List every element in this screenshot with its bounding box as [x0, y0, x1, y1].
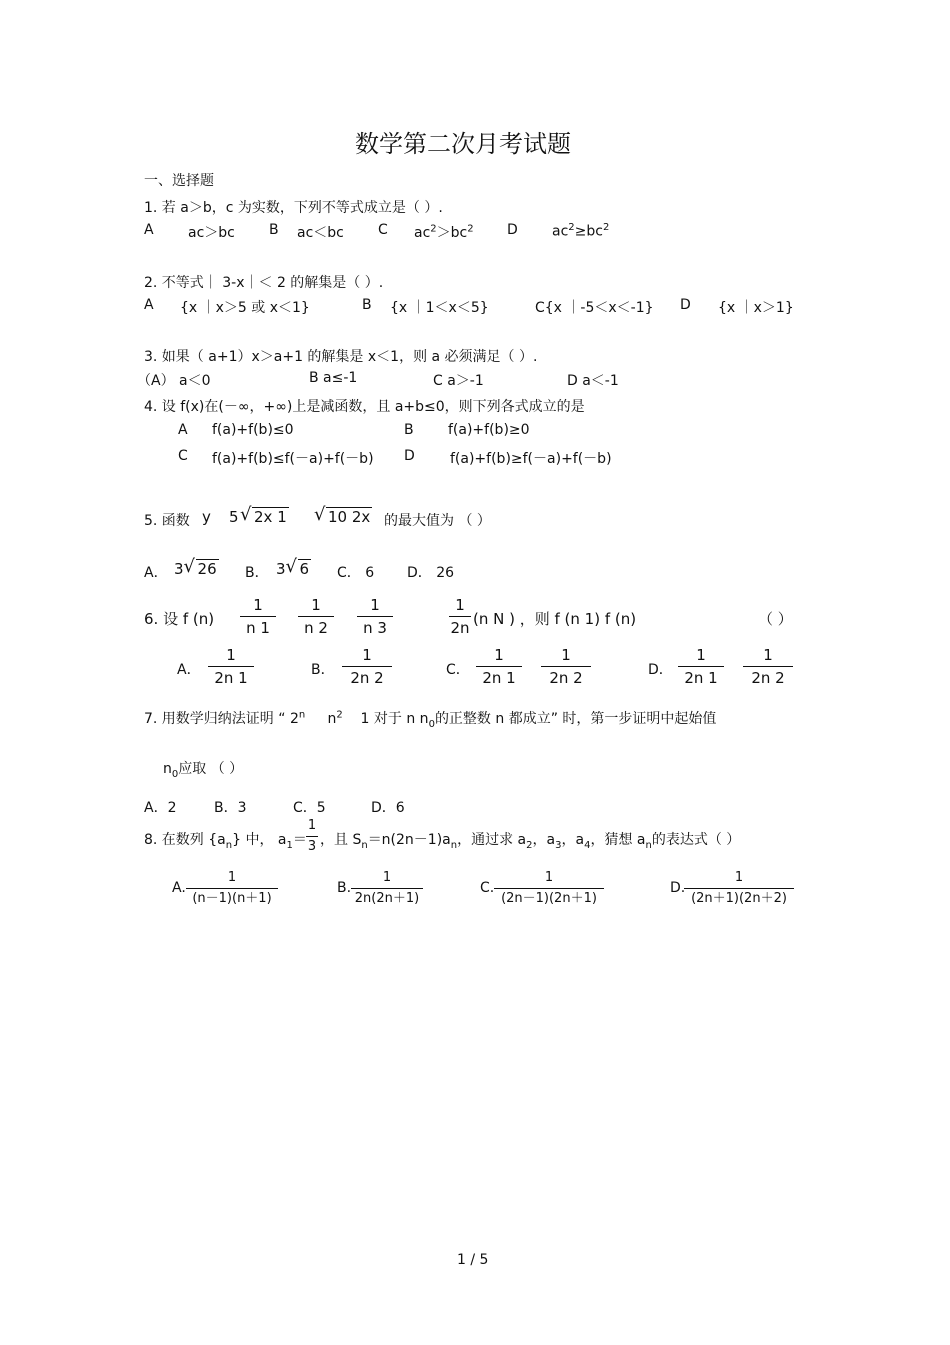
q6-opt-d-frac-2: 1 2n 2 — [743, 646, 793, 687]
q7-opt-b: B．3 — [214, 800, 247, 816]
q6-paren: （ ） — [758, 610, 793, 628]
q8-opt-d-letter: D. — [670, 880, 686, 896]
q3-opt-a: （A） a＜0 — [137, 373, 211, 389]
q5-prefix: 5. 函数 — [144, 513, 190, 529]
q4-stem: 4. 设 f(x)在(－∞，+∞)上是减函数，且 a+b≤0，则下列各式成立的是 — [144, 399, 585, 415]
q2-stem: 2. 不等式｜ 3-x｜＜ 2 的解集是（ ）. — [144, 275, 384, 291]
q4-opt-c: f(a)+f(b)≤f(－a)+f(－b) — [212, 451, 374, 467]
q6-opt-c-frac-1: 1 2n 1 — [476, 646, 522, 687]
q6-opt-c-frac-2: 1 2n 2 — [541, 646, 591, 687]
q1-opt-d: $ac^2\ge bc^2$ — [552, 222, 610, 240]
q8-opt-c-letter: C. — [480, 880, 495, 896]
q7-opt-a: A．2 — [144, 800, 177, 816]
q8-opt-b-letter: B. — [337, 880, 352, 896]
q1-opt-c: $ac^2>bc^2$ — [414, 223, 474, 241]
q6-frac-2: 1 n 2 — [298, 596, 334, 637]
q1-opt-d-letter: D — [507, 222, 518, 238]
q1-opt-a: ac＞bc — [188, 225, 235, 241]
q4-opt-d: f(a)+f(b)≥f(－a)+f(－b) — [450, 451, 612, 467]
q6-opt-a-frac: 1 2n 1 — [208, 646, 254, 687]
section-heading: 一、选择题 — [144, 173, 214, 189]
q5-radical-1: √ 2x 1 — [240, 504, 287, 526]
q8-opt-c-frac: 1 (2n－1)(2n＋1) — [494, 870, 604, 907]
q4-opt-d-letter: D — [404, 448, 415, 464]
q5-opt-a: 3 √ 26 — [174, 556, 217, 578]
q3-stem: 3. 如果（ a+1）x＞a+1 的解集是 x＜1，则 a 必须满足（ ）. — [144, 349, 538, 365]
q3-opt-c: C a＞-1 — [433, 373, 484, 389]
q6-tail: (n N ) ，则 f (n 1) f (n) — [473, 610, 637, 628]
q3-opt-d: D a＜-1 — [567, 373, 619, 389]
q5-coef: 5 — [229, 508, 239, 526]
q1-opt-c-letter: C — [378, 222, 388, 238]
q5-opt-b: 3 √ 6 — [276, 556, 310, 578]
q8-stem-a: 8. 在数列 $\{a_n\}$ 中， $a_1=$ — [144, 832, 307, 851]
q2-opt-c: C{x ｜-5＜x＜-1} — [535, 300, 654, 316]
q6-prefix: 6. 设 f (n) — [144, 610, 215, 628]
q5-opt-d: D． 26 — [407, 565, 455, 581]
q8-opt-a-letter: A. — [172, 880, 186, 896]
q2-opt-a-letter: A — [144, 297, 154, 313]
q2-opt-b-letter: B — [362, 297, 372, 313]
q7-stem: 7. 用数学归纳法证明 “ 2$^n$ $n^2$ 1 对于 n $n_0$的正整数 n 都成立” 时，第一步证明中起始值 — [144, 709, 717, 730]
q8-frac-one-third: 1 3 — [307, 818, 317, 854]
q5-opt-a-letter: A． — [144, 565, 168, 581]
q6-opt-b-letter: B． — [311, 662, 335, 678]
q1-opt-b: ac＜bc — [297, 225, 344, 241]
q1-stem: 1. 若 a＞b，c 为实数，下列不等式成立是（ ）. — [144, 200, 443, 216]
q5-suffix: 的最大值为 （ ） — [384, 513, 491, 529]
q2-opt-d-letter: D — [680, 297, 691, 313]
q7-line2: $n_0$应取 （ ） — [163, 761, 244, 780]
q5-y: y — [202, 508, 211, 526]
q1-opt-b-letter: B — [269, 222, 279, 238]
q5-opt-b-letter: B． — [245, 565, 269, 581]
q2-opt-d: {x ｜x＞1} — [718, 300, 794, 316]
q4-opt-b: f(a)+f(b)≥0 — [448, 422, 530, 438]
q1-opt-a-letter: A — [144, 222, 154, 238]
q6-opt-d-letter: D． — [648, 662, 673, 678]
q5-radical-2: √ 10 2x — [314, 504, 371, 526]
q6-opt-c-letter: C． — [446, 662, 470, 678]
q6-opt-d-frac-1: 1 2n 1 — [678, 646, 724, 687]
q7-opt-d: D．6 — [371, 800, 405, 816]
q5-opt-c: C． 6 — [337, 565, 375, 581]
q6-opt-b-frac: 1 2n 2 — [342, 646, 392, 687]
q4-opt-a-letter: A — [178, 422, 188, 438]
q4-opt-c-letter: C — [178, 448, 188, 464]
page-title: 数学第二次月考试题 — [355, 130, 571, 158]
q8-stem-b: ，且 $S_n=n(2n-1)a_n$，通过求 $a_2$，$a_3$，$a_4$，猜想 $a_n$的表达式（ ） — [320, 832, 741, 851]
q6-frac-4: 1 2n — [450, 596, 470, 637]
q2-opt-a: {x ｜x＞5 或 x＜1} — [180, 300, 310, 316]
q8-opt-b-frac: 1 2n(2n＋1) — [351, 870, 423, 907]
q8-opt-a-frac: 1 (n－1)(n＋1) — [186, 870, 278, 907]
q3-opt-b: B a≤-1 — [309, 370, 358, 386]
q7-opt-c: C．5 — [293, 800, 326, 816]
q6-frac-3: 1 n 3 — [357, 596, 393, 637]
page-number: 1 / 5 — [457, 1252, 489, 1268]
q4-opt-b-letter: B — [404, 422, 414, 438]
q4-opt-a: f(a)+f(b)≤0 — [212, 422, 294, 438]
q6-frac-1: 1 n 1 — [240, 596, 276, 637]
q2-opt-b: {x ｜1＜x＜5} — [390, 300, 489, 316]
q6-opt-a-letter: A． — [177, 662, 201, 678]
q8-opt-d-frac: 1 (2n＋1)(2n＋2) — [684, 870, 794, 907]
